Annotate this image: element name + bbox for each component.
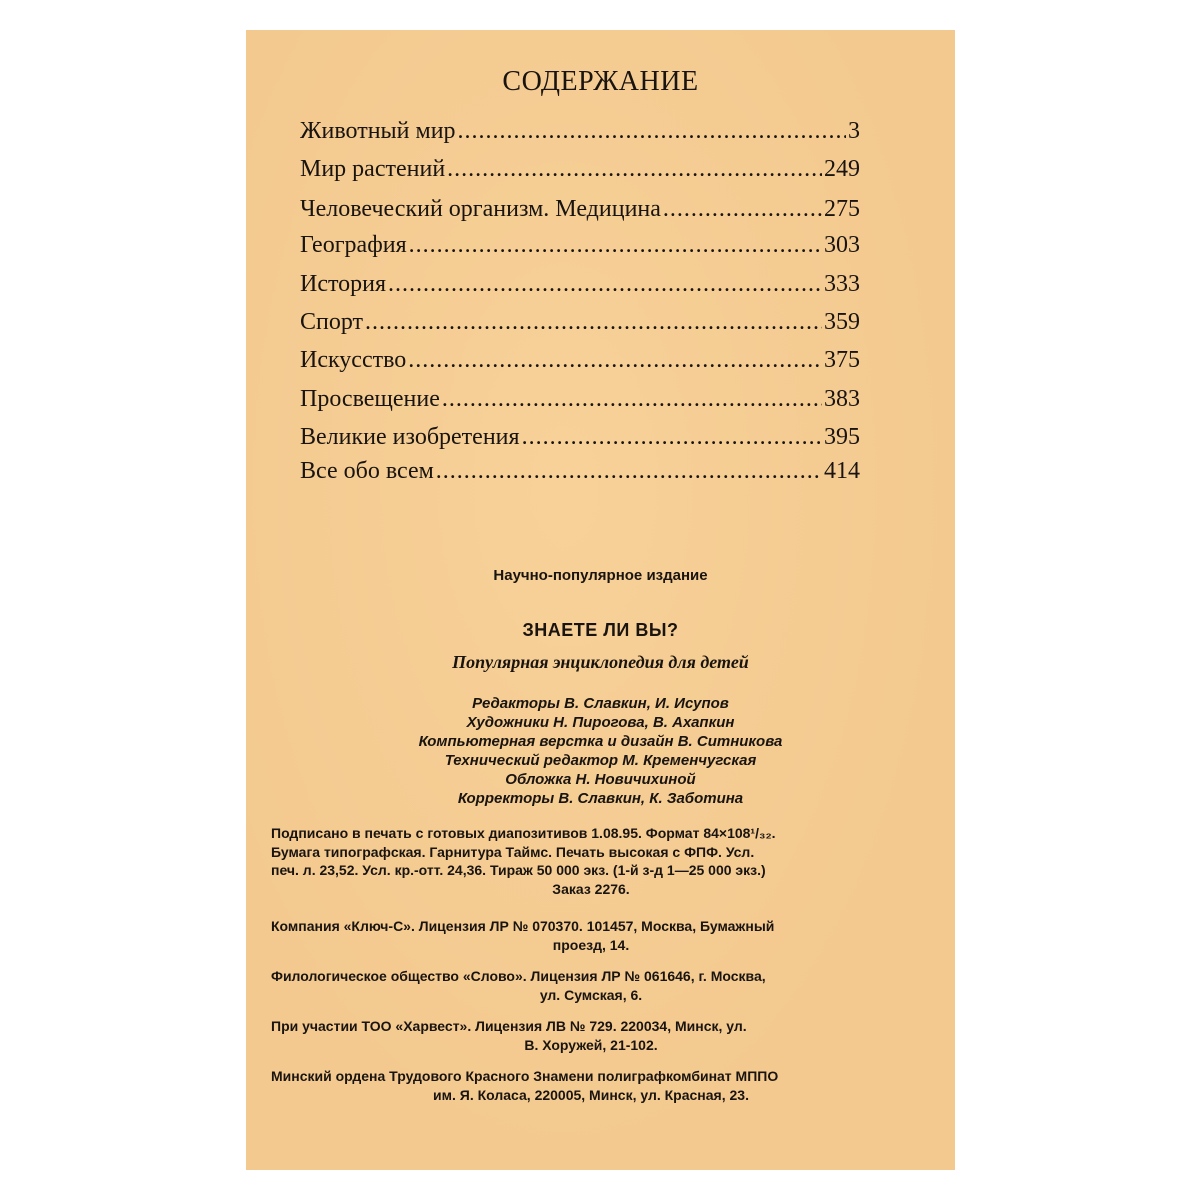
publisher-block — [271, 1017, 911, 1054]
toc-entry-label: Искусство — [300, 347, 407, 373]
credit-line: Корректоры В. Славкин, К. Заботина — [457, 790, 744, 807]
toc-entry — [300, 424, 860, 458]
toc-leader-dots — [458, 118, 846, 145]
toc-entry — [300, 347, 860, 381]
publisher-line: Компания «Ключ-С». Лицензия ЛР № 070370. 101457, Москва, Бумажный — [271, 918, 775, 934]
toc-entry-page: 249 — [824, 156, 860, 182]
credit-line: Художники Н. Пирогова, В. Ахапкин — [466, 714, 735, 731]
toc-entry-label: История — [300, 271, 387, 297]
toc-entry — [300, 309, 860, 343]
toc-leader-dots — [388, 271, 822, 298]
toc-entry-label: Спорт — [300, 309, 364, 335]
toc-leader-dots — [442, 386, 822, 413]
toc-entry — [300, 232, 860, 266]
toc-entry — [300, 196, 860, 230]
publisher-block — [271, 917, 911, 954]
publisher-block — [271, 1067, 911, 1104]
toc-entry-page: 375 — [824, 347, 860, 373]
book-title: ЗНАЕТЕ ЛИ ВЫ? — [522, 620, 679, 640]
toc-entry-label: Просвещение — [300, 386, 440, 412]
toc-title: СОДЕРЖАНИЕ — [502, 66, 699, 97]
toc-entry-label: Все обо всем — [300, 458, 434, 484]
toc-leader-dots — [365, 309, 822, 336]
toc-entry-page: 383 — [824, 386, 860, 412]
toc-entry-page: 275 — [824, 196, 860, 222]
print-details-line: Заказ 2276. — [552, 880, 630, 897]
toc-entry-page: 303 — [824, 232, 860, 258]
credit-line: Редакторы В. Славкин, И. Исупов — [472, 695, 729, 712]
toc-entry — [300, 271, 860, 305]
toc-entry-label: География — [300, 232, 407, 258]
toc-leader-dots — [436, 458, 822, 485]
toc-entry — [300, 458, 860, 492]
toc-entry-label: Человеческий организм. Медицина — [300, 196, 661, 222]
toc-entry-label: Великие изобретения — [300, 424, 520, 450]
credit-line: Компьютерная верстка и дизайн В. Ситникова — [418, 733, 783, 750]
publisher-block — [271, 967, 911, 1004]
toc-leader-dots — [409, 232, 822, 259]
toc-entry-page: 359 — [824, 309, 860, 335]
publisher-line: При участии ТОО «Харвест». Лицензия ЛВ № 729. 220034, Минск, ул. — [271, 1018, 747, 1034]
toc-entry-label: Мир растений — [300, 156, 446, 182]
print-details-line: печ. л. 23,52. Усл. кр.-отт. 24,36. Тираж 50 000 экз. (1-й з-д 1—25 000 экз.) — [271, 862, 766, 878]
publisher-line: В. Хоружей, 21-102. — [524, 1036, 658, 1053]
toc-entry — [300, 386, 860, 420]
credits-list — [246, 694, 955, 808]
publisher-line: проезд, 14. — [552, 936, 630, 953]
toc-entry — [300, 156, 860, 190]
toc-entry-page: 3 — [848, 118, 860, 144]
publisher-line: Филологическое общество «Слово». Лицензия ЛР № 061646, г. Москва, — [271, 968, 766, 984]
toc-leader-dots — [522, 424, 822, 451]
book-subtitle: Популярная энциклопедия для детей — [452, 652, 749, 672]
credit-line: Технический редактор М. Кременчугская — [444, 752, 757, 769]
toc-entry-page: 414 — [824, 458, 860, 484]
toc-leader-dots — [408, 347, 822, 374]
print-details — [271, 824, 911, 898]
publisher-line: ул. Сумская, 6. — [539, 986, 643, 1003]
book-page — [246, 30, 955, 1170]
print-details-line: Подписано в печать с готовых диапозитивов 1.08.95. Формат 84×108¹/₃₂. — [271, 825, 776, 841]
toc-entry-label: Животный мир — [300, 118, 456, 144]
print-details-line: Бумага типографская. Гарнитура Таймс. Печать высокая с ФПФ. Усл. — [271, 843, 755, 860]
toc-leader-dots — [663, 196, 822, 223]
toc-entry-page: 333 — [824, 271, 860, 297]
publisher-line: им. Я. Коласа, 220005, Минск, ул. Красная, 23. — [433, 1086, 749, 1103]
toc-leader-dots — [447, 156, 822, 183]
publisher-line: Минский ордена Трудового Красного Знамени полиграфкомбинат МППО — [271, 1068, 779, 1084]
toc-entry — [300, 118, 860, 152]
edition-genre: Научно-популярное издание — [493, 567, 708, 584]
credit-line: Обложка Н. Новичихиной — [505, 771, 696, 788]
toc-entry-page: 395 — [824, 424, 860, 450]
